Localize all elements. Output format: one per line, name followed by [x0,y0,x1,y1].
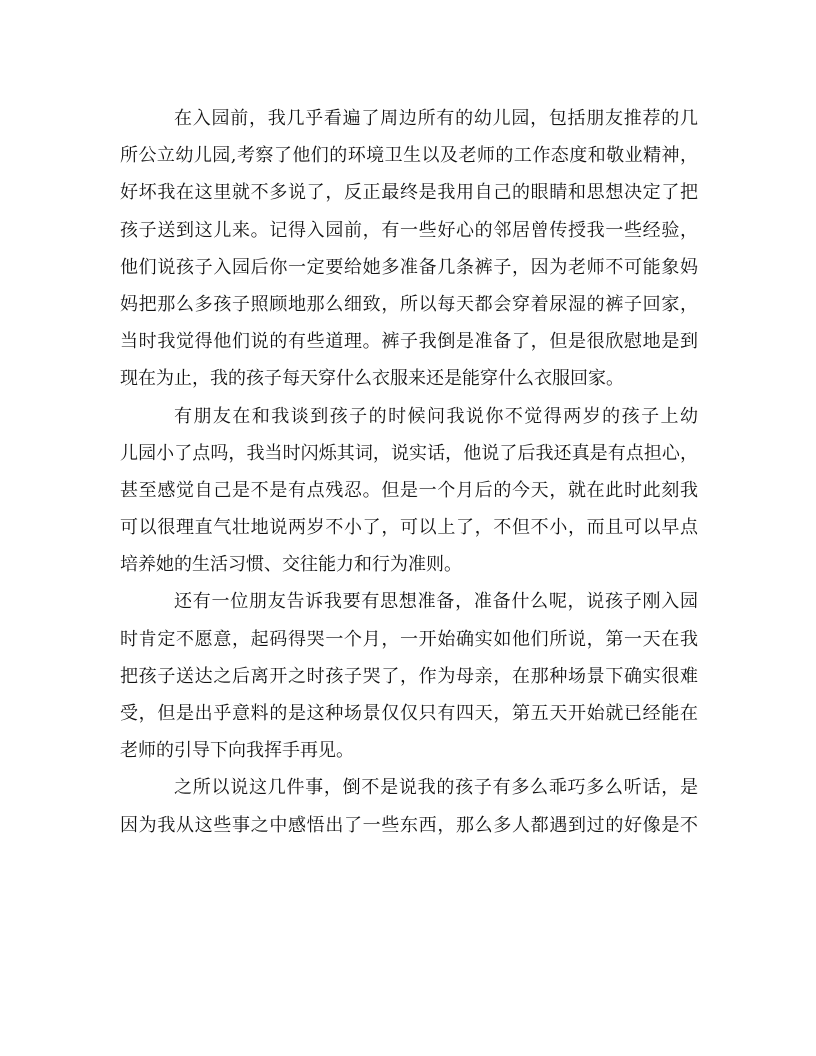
text-line: 当时我觉得他们说的有些道理。裤子我倒是准备了，但是很欣慰地是到 [120,331,698,353]
text-line: 还有一位朋友告诉我要有思想准备，准备什么呢，说孩子刚入园 [174,591,698,613]
text-line: 老师的引导下向我挥手再见。 [120,740,354,762]
text-line: 在入园前，我几乎看遍了周边所有的幼儿园，包括朋友推荐的几 [174,108,698,129]
text-line: 之所以说这几件事，倒不是说我的孩子有多么乖巧多么听话，是 [174,777,698,799]
text-line: 有朋友在和我谈到孩子的时候问我说你不觉得两岁的孩子上幼 [174,405,698,427]
text-line: 把孩子送达之后离开之时孩子哭了，作为母亲，在那种场景下确实很难 [120,665,698,687]
text-line: 甚至感觉自己是不是有点残忍。但是一个月后的今天，就在此时此刻我 [120,479,698,501]
text-line: 好坏我在这里就不多说了，反正最终是我用自己的眼睛和思想决定了把 [120,182,698,204]
text-line: 因为我从这些事之中感悟出了一些东西，那么多人都遇到过的好像是不 [120,814,698,836]
text-line: 孩子送到这儿来。记得入园前，有一些好心的邻居曾传授我一些经验， [120,219,698,241]
text-line: 可以很理直气壮地说两岁不小了，可以上了，不但不小，而且可以早点 [120,517,698,539]
text-line: 培养她的生活习惯、交往能力和行为准则。 [120,554,462,576]
text-line: 受，但是出乎意料的是这种场景仅仅只有四天，第五天开始就已经能在 [120,703,698,724]
text-line: 所公立幼儿园,考察了他们的环境卫生以及老师的工作态度和敬业精神， [120,145,698,167]
paragraph-2 [120,398,698,584]
paragraph-1 [120,100,698,398]
paragraph-3 [120,583,698,769]
text-line: 现在为止，我的孩子每天穿什么衣服来还是能穿什么衣服回家。 [120,368,624,390]
text-line: 儿园小了点吗，我当时闪烁其词，说实话，他说了后我还真是有点担心， [120,442,698,464]
text-line: 时肯定不愿意，起码得哭一个月，一开始确实如他们所说，第一天在我 [120,628,698,650]
text-line: 他们说孩子入园后你一定要给她多准备几条裤子，因为老师不可能象妈 [120,256,698,278]
paragraph-4 [120,769,698,843]
document-page [120,100,698,844]
text-line: 妈把那么多孩子照顾地那么细致，所以每天都会穿着尿湿的裤子回家， [120,293,698,315]
